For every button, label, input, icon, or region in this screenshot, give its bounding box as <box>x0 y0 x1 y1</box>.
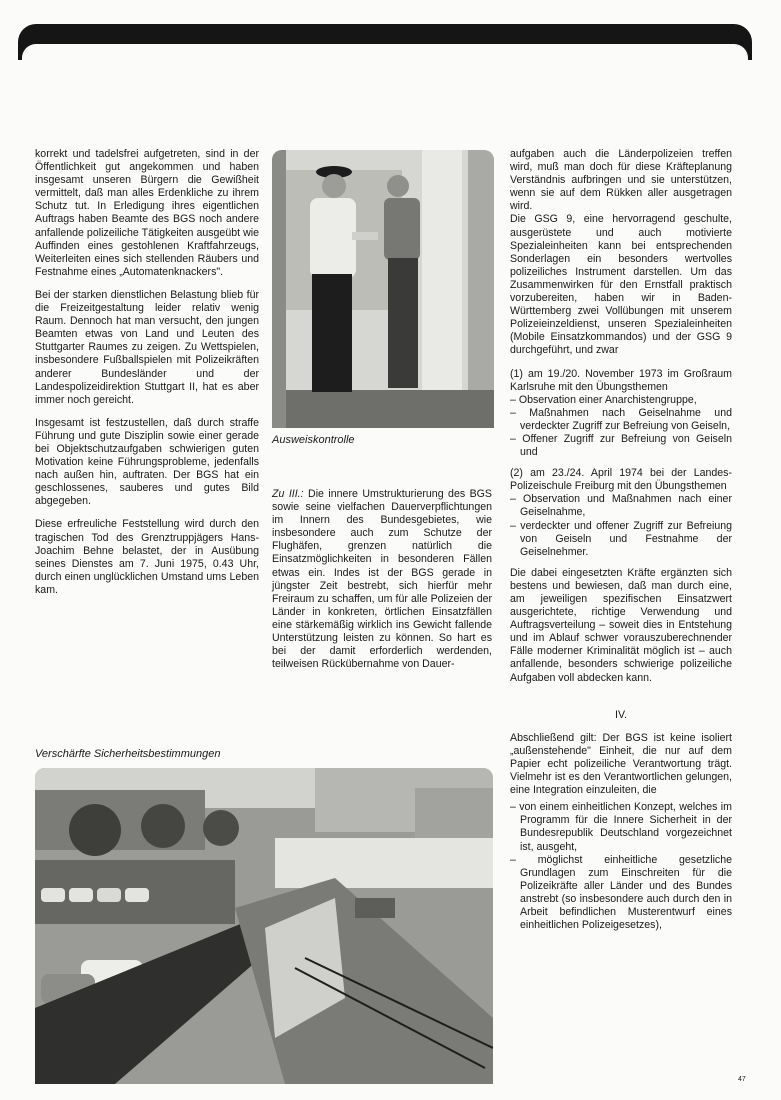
paragraph: Bei der starken dienstlichen Belastung blieb für die Freizeitgestaltung leider relativ wenig Raum. Dennoch hat man versucht, den jungen Beamten etwas von Land und Leuten des Stuttgarter Raumes zu zeigen. Zu Wettspielen, insbesondere Fußballspielen mit Polizeikräften anderer Bundesländer und der Landespolizeidirektion Stuttgart II, hat es aber immer noch gereicht. <box>35 288 259 406</box>
section-lead: Zu III.: <box>272 488 304 500</box>
list-item: – Observation und Maßnahmen nach einer Geiselnahme, <box>510 493 732 519</box>
paragraph: korrekt und tadelsfrei aufgetreten, sind in der Öffentlichkeit gut angekommen und haben insgesamt unseren Bürgern die Gewißheit vermittelt, daß man alles Erdenkliche zu ihrem Schutz tut. In Erledigung ihres eigentlichen Auftrags haben Beamte des BGS noch andere anfallende polizeiliche Tätigkeiten ausgeübt wie Auffinden eines gestohlenen Kraftfahrzeugs, Weiterleiten eines sich stellenden Räubers und Festnahme eines „Automatenknackers". <box>35 148 259 278</box>
list-item: – Observation einer Anarchistengruppe, <box>510 394 732 407</box>
list-item: – Maßnahmen nach Geiselnahme und verdeckter Zugriff zur Befreiung von Geiseln, <box>510 407 732 433</box>
paragraph: Insgesamt ist festzustellen, daß durch straffe Führung und gute Disziplin sowie einer gerade bei Objektschutzaufgaben schwierigen guten Motivation keine Führungsprobleme, jedenfalls nach außen hin, auftraten. Der BGS hat ein geschlossenes, sauberes und gutes Bild abgegeben. <box>35 416 259 508</box>
paragraph: Diese erfreuliche Feststellung wird durch den tragischen Tod des Grenztruppjägers Hans-Joachim Behne belastet, der in Ausübung seines Dienstes am 7. Juni 1975, 0.43 Uhr, durch einen unglücklichen Umstand ums Leben kam. <box>35 518 259 596</box>
text-column-3 <box>510 148 732 936</box>
list-item: – von einem einheitlichen Konzept, welches im Programm für die Innere Sicherheit in der Bundesrepublik Deutschland vorgezeichnet ist, ausgeht, <box>510 801 732 853</box>
paragraph: aufgaben auch die Länderpolizeien treffen wird, muß man doch für diese Kräfteplanung Verständnis aufbringen und sie unterstützen, wenn sie auf dem Rükken aller ausgetragen wird. <box>510 148 732 213</box>
text-column-1 <box>35 148 259 607</box>
paragraph-text: Die innere Umstrukturierung des BGS sowie seine vielfachen Dauerverpflichtungen im Innern des Bundesgebietes, wie insbesondere auch zum Schutze der Flughäfen, grenzen natürlich die Einsatzmöglichkeiten in besonderen Fällen etwas ein. Indes ist der BGS gerade in jüngster Zeit bestrebt, sich hierfür mehr Freiraum zu schaffen, um für alle Polizeien der Länder in konkreten, örtlichen Einsatzfällen eine stärkemäßig wirklich ins Gewicht fallende Unterstützung leisten zu können. So hart es bei der damit erforderlich werdenden, teilweisen Rückübernahme von Dauer- <box>272 488 492 671</box>
photo-id-check <box>272 150 494 428</box>
numbered-item-1: (1) am 19./20. November 1973 im Großraum Karlsruhe mit den Übungsthemen <box>510 367 732 393</box>
paragraph <box>272 488 492 671</box>
page-number: 47 <box>738 1076 746 1083</box>
bullet-list-3 <box>510 801 732 932</box>
photo-security-airport <box>35 768 493 1084</box>
list-item: – möglichst einheitliche gesetzliche Grundlagen zum Einschreiten für die Polizeikräfte aller Länder und des Bundes anstrebt (so insbesondere auch durch den in Arbeit befindlichen Musterentwurf eines einheitlichen Polizeigesetzes), <box>510 854 732 933</box>
photo-caption: Verschärfte Sicherheitsbestimmungen <box>35 748 221 760</box>
bullet-list-2 <box>510 493 732 558</box>
section-heading: IV. <box>615 708 627 721</box>
bullet-list-1 <box>510 394 732 459</box>
paragraph: Abschließend gilt: Der BGS ist keine isoliert „außenstehende" Einheit, die nur auf dem Papier echt polizeiliche Verantwortung trägt. Vielmehr ist es den Verantwortlichen gelungen, eine Integration einzuleiten, die <box>510 731 732 797</box>
paragraph: Die dabei eingesetzten Kräfte ergänzten sich bestens und bewiesen, daß man durch eine, am jeweiligen spezifischen Einsatzwert ausgerichtete, richtige Verwendung und Auftragsverteilung – soweit dies in Entstehung und im Ablauf schwer vorauszuberechnender Fälle moderner Kriminalität möglich ist – auch anfallende, besonders schwierige polizeiliche Aufgaben voll abdecken kann. <box>510 566 732 684</box>
photo-caption: Ausweiskontrolle <box>272 434 355 446</box>
list-item: – verdeckter und offener Zugriff zur Befreiung von Geiseln und Festnahme der Geiselnehmer. <box>510 520 732 559</box>
numbered-item-2: (2) am 23./24. April 1974 bei der Landes-Polizeischule Freiburg mit den Übungsthemen <box>510 467 732 493</box>
list-item: – Offener Zugriff zur Befreiung von Geiseln und <box>510 433 732 459</box>
top-header-band-inner <box>22 44 748 64</box>
paragraph: Die GSG 9, eine hervorragend geschulte, ausgerüstete und auch motivierte Spezialeinheiten kann bei entsprechenden Sonderlagen ein besonders wertvolles polizeiliches Instrument darstellen. Um das Zusammenwirken für den Ernstfall praktisch vorzubereiten, haben wir in Baden-Württemberg zwei Vollübungen mit unserem Polizeieinzeldienst, unseren Spezialeinheiten (Mobile Einsatzkommandos) und der GSG 9 durchgeführt, und zwar <box>510 213 732 357</box>
text-column-2 <box>272 488 492 681</box>
